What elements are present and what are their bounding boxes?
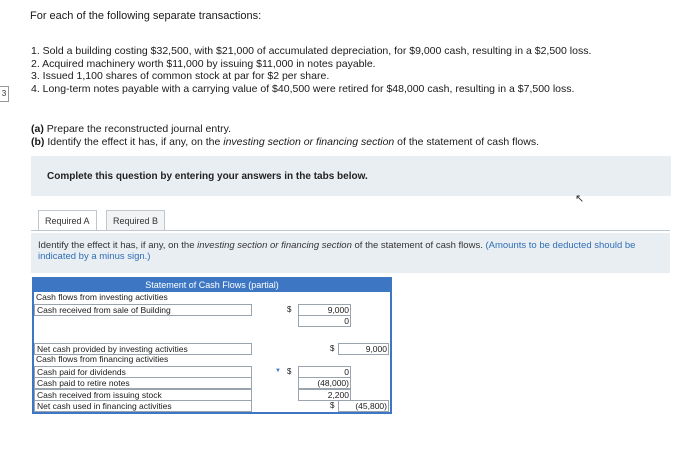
amount-input[interactable]: 0 <box>298 315 351 327</box>
transaction-4: 4. Long-term notes payable with a carrying value of $40,500 were retired for $48,000 cash, resulting in a $7,500 loss. <box>31 82 575 95</box>
mouse-cursor-icon: ↖ <box>575 193 585 205</box>
dollar-sign: $ <box>330 343 335 353</box>
transaction-2: 2. Acquired machinery worth $11,000 by issuing $11,000 in notes payable. <box>31 57 376 70</box>
question-number-tab[interactable]: 3 <box>0 86 9 102</box>
table-row <box>34 292 390 304</box>
intro-text: For each of the following separate transactions: <box>30 10 262 22</box>
account-select[interactable]: Cash received from sale of Building <box>34 304 252 316</box>
instruction-part-2: of the statement of cash flows. <box>351 240 486 251</box>
amount-input[interactable]: 0 <box>298 366 351 378</box>
transaction-3: 3. Issued 1,100 shares of common stock at par for $2 per share. <box>31 70 330 82</box>
dropdown-arrow-icon[interactable]: ▼ <box>275 367 281 374</box>
instruction-italic: investing section or financing section <box>197 240 352 251</box>
part-a <box>31 123 539 136</box>
table-spacer <box>34 327 390 343</box>
part-b-text-end: of the statement of cash flows. <box>394 135 539 148</box>
transaction-list <box>31 45 591 95</box>
table-row <box>34 366 390 378</box>
part-b-italic: investing section or financing section <box>223 135 395 148</box>
instruction-text <box>38 240 638 262</box>
cash-flow-statement-table <box>32 277 392 414</box>
account-select[interactable]: Cash received from issuing stock <box>34 389 252 401</box>
account-select[interactable]: Cash paid to retire notes <box>34 377 252 389</box>
table-row <box>34 315 390 327</box>
tab-required-a[interactable]: Required A <box>38 210 97 232</box>
table-row <box>34 343 390 355</box>
amount-input[interactable]: 2,200 <box>298 389 351 401</box>
instruction-part-1: Identify the effect it has, if any, on the <box>38 240 198 251</box>
dollar-sign: $ <box>287 304 292 314</box>
row-label: Cash flows from financing activities <box>36 354 169 364</box>
table-title: Statement of Cash Flows (partial) <box>34 279 390 292</box>
table-row <box>34 354 390 366</box>
account-select[interactable]: Net cash provided by investing activities <box>34 343 252 355</box>
part-b <box>31 136 539 149</box>
table-row <box>34 400 390 412</box>
table-row <box>34 377 390 389</box>
total-input[interactable]: (45,800) <box>338 400 389 412</box>
instructions-banner-text: Complete this question by entering your answers in the tabs below. <box>47 171 368 182</box>
account-select[interactable]: Net cash used in financing activities <box>34 400 252 412</box>
transaction-1: 1. Sold a building costing $32,500, with $21,000 of accumulated depreciation, for $9,000 cash, resulting in a $2,500 loss. <box>31 45 592 57</box>
amount-input[interactable]: 9,000 <box>298 304 351 316</box>
table-row <box>34 389 390 401</box>
instruction-note: (Amounts to be deducted should be indicated by a minus sign.) <box>38 240 636 262</box>
question-parts <box>31 123 539 148</box>
amount-input[interactable]: (48,000) <box>298 377 351 389</box>
account-select[interactable]: Cash paid for dividends <box>34 366 252 378</box>
dollar-sign: $ <box>330 401 335 410</box>
dollar-sign: $ <box>287 366 292 376</box>
row-label: Cash flows from investing activities <box>36 292 168 302</box>
table-row <box>34 304 390 316</box>
part-b-letter: (b) <box>31 135 45 148</box>
part-a-letter: (a) <box>31 123 44 135</box>
part-a-text: Prepare the reconstructed journal entry. <box>43 123 231 135</box>
total-input[interactable]: 9,000 <box>338 343 389 355</box>
part-b-text: Identify the effect it has, if any, on the <box>44 135 224 148</box>
tab-required-b[interactable]: Required B <box>106 210 165 232</box>
